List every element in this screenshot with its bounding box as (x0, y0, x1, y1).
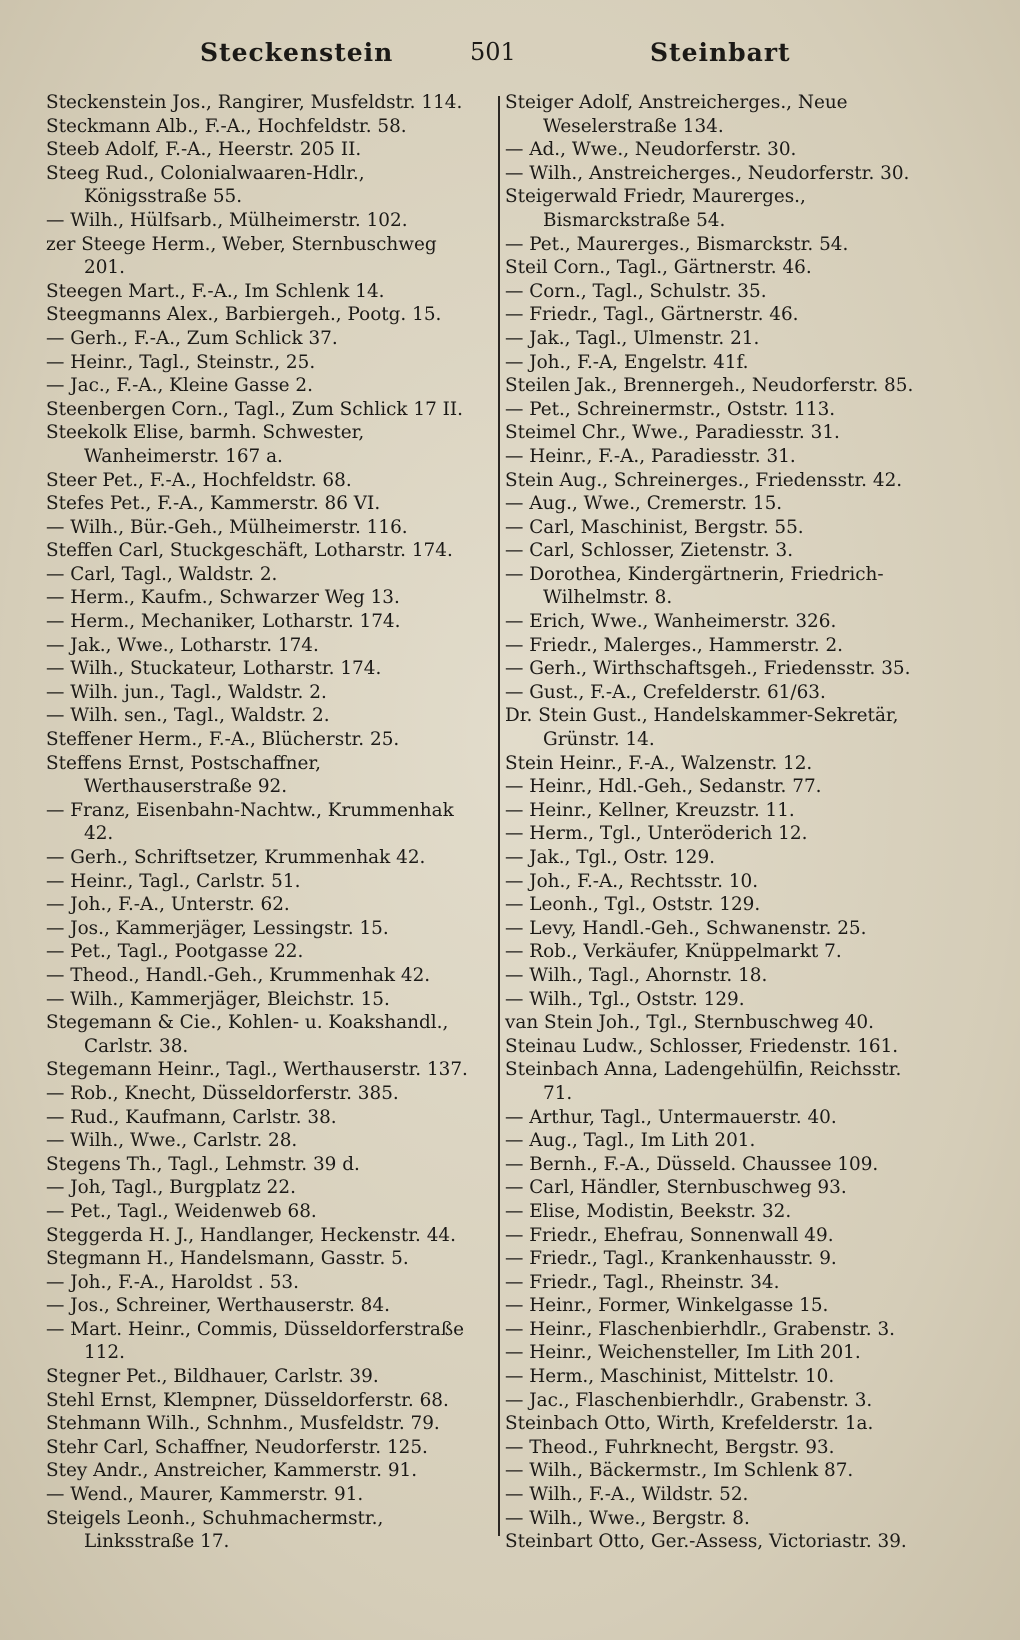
directory-entry: — Jak., Wwe., Lotharstr. 174. (46, 634, 319, 656)
directory-entry: Steer Pet., F.-A., Hochfeldstr. 68. (46, 469, 352, 491)
directory-entry: — Gerh., F.-A., Zum Schlick 37. (46, 327, 338, 349)
directory-entry: — Wilh. jun., Tagl., Waldstr. 2. (46, 681, 327, 703)
directory-entry: — Wilh. sen., Tagl., Waldstr. 2. (46, 705, 330, 727)
directory-entry: Steilen Jak., Brennergeh., Neudorferstr. 85. (505, 375, 914, 397)
directory-entry: — Arthur, Tagl., Untermauerstr. 40. (505, 1106, 837, 1128)
directory-entry: — Heinr., Hdl.-Geh., Sedanstr. 77. (505, 776, 822, 798)
directory-entry: Steiger Adolf, Anstreicherges., Neue Weselerstraße 134. (505, 92, 848, 137)
directory-entry: Stegens Th., Tagl., Lehmstr. 39 d. (46, 1153, 360, 1175)
directory-entry: — Joh, Tagl., Burgplatz 22. (46, 1177, 296, 1199)
directory-entry: — Heinr., Kellner, Kreuzstr. 11. (505, 799, 795, 821)
directory-entry: — Erich, Wwe., Wanheimerstr. 326. (505, 611, 837, 633)
directory-entry: Steigels Leonh., Schuhmachermstr., Linksstraße 17. (46, 1507, 384, 1553)
directory-entry: — Theod., Fuhrknecht, Bergstr. 93. (505, 1436, 835, 1458)
directory-entry: — Theod., Handl.-Geh., Krummenhak 42. (46, 964, 431, 986)
directory-entry: — Friedr., Tagl., Rheinstr. 34. (505, 1271, 780, 1293)
directory-entry: — Carl, Schlosser, Zietenstr. 3. (505, 540, 794, 562)
directory-entry: — Mart. Heinr., Commis, Düsseldorferstraße 112. (46, 1318, 464, 1364)
directory-entry: — Bernh., F.-A., Düsseld. Chaussee 109. (505, 1153, 879, 1175)
directory-entry: — Wilh., Wwe., Carlstr. 28. (46, 1130, 298, 1152)
directory-entry: — Aug., Tagl., Im Lith 201. (505, 1130, 756, 1152)
directory-entry: Stehmann Wilh., Schnhm., Musfeldstr. 79. (46, 1413, 440, 1435)
directory-entry: — Pet., Tagl., Weidenweb 68. (46, 1200, 317, 1222)
directory-entry: Steffen Carl, Stuckgeschäft, Lotharstr. 174. (46, 540, 453, 562)
directory-entry: zer Steege Herm., Weber, Sternbuschweg 201. (46, 233, 437, 279)
column-divider (498, 96, 500, 1536)
directory-entry: Steil Corn., Tagl., Gärtnerstr. 46. (505, 257, 812, 279)
directory-entry: — Dorothea, Kindergärtnerin, Friedrich-Wilhelmstr. 8. (505, 563, 884, 609)
directory-entry: — Wilh., F.-A., Wildstr. 52. (505, 1484, 749, 1506)
directory-entry: Steegmanns Alex., Barbiergeh., Pootg. 15. (46, 304, 442, 326)
directory-entry: — Wilh., Bür.-Geh., Mülheimerstr. 116. (46, 516, 408, 538)
directory-entry: — Herm., Kaufm., Schwarzer Weg 13. (46, 587, 400, 609)
directory-entry: — Corn., Tagl., Schulstr. 35. (505, 280, 767, 302)
directory-entry: — Heinr., Flaschenbierhdlr., Grabenstr. 3. (505, 1318, 896, 1340)
directory-entry: Steffens Ernst, Postschaffner, Werthauserstraße 92. (46, 752, 322, 798)
directory-entry: — Wilh., Tgl., Oststr. 129. (505, 988, 745, 1010)
directory-entry: — Friedr., Ehefrau, Sonnenwall 49. (505, 1224, 834, 1246)
directory-entry: — Wilh., Bäckermstr., Im Schlenk 87. (505, 1460, 854, 1482)
page-number: 501 (470, 38, 516, 66)
directory-entry: — Herm., Tgl., Unteröderich 12. (505, 823, 808, 845)
directory-entry: Stehr Carl, Schaffner, Neudorferstr. 125. (46, 1436, 428, 1458)
directory-entry: — Jac., Flaschenbierhdlr., Grabenstr. 3. (505, 1389, 873, 1411)
directory-entry: Steckenstein Jos., Rangirer, Musfeldstr. 114. (46, 92, 463, 113)
directory-entry: — Gerh., Schriftsetzer, Krummenhak 42. (46, 847, 426, 868)
directory-entry: — Friedr., Malerges., Hammerstr. 2. (505, 634, 844, 656)
directory-entry: — Pet., Maurerges., Bismarckstr. 54. (505, 233, 849, 255)
directory-entry: Steimel Chr., Wwe., Paradiesstr. 31. (505, 422, 840, 444)
directory-entry: — Rud., Kaufmann, Carlstr. 38. (46, 1106, 337, 1128)
directory-entry: — Rob., Verkäufer, Knüppelmarkt 7. (505, 941, 842, 963)
directory-entry: Steinbach Anna, Ladengehülfin, Reichsstr. 71. (505, 1059, 902, 1104)
directory-entry: — Levy, Handl.-Geh., Schwanenstr. 25. (505, 917, 867, 939)
directory-entry: Stegemann Heinr., Tagl., Werthauserstr. 137. (46, 1059, 468, 1081)
directory-entry: Stegemann & Cie., Kohlen- u. Koakshandl., Carlstr. 38. (46, 1012, 449, 1057)
directory-entry: Steffener Herm., F.-A., Blücherstr. 25. (46, 729, 400, 751)
directory-entry: — Ad., Wwe., Neudorferstr. 30. (505, 139, 797, 161)
directory-entry: — Jac., F.-A., Kleine Gasse 2. (46, 375, 313, 397)
directory-entry: — Herm., Maschinist, Mittelstr. 10. (505, 1366, 835, 1388)
directory-entry: — Leonh., Tgl., Oststr. 129. (505, 894, 761, 916)
header-right-keyword: Steinbart (650, 38, 791, 67)
directory-entry: — Elise, Modistin, Beekstr. 32. (505, 1200, 792, 1222)
header-left-keyword: Steckenstein (200, 38, 394, 67)
directory-entry: — Jos., Kammerjäger, Lessingstr. 15. (46, 917, 389, 939)
directory-entry: Steegen Mart., F.-A., Im Schlenk 14. (46, 280, 385, 302)
directory-entry: — Gust., F.-A., Crefelderstr. 61/63. (505, 681, 826, 703)
directory-entry: — Wilh., Stuckateur, Lotharstr. 174. (46, 658, 382, 680)
directory-entry: Stein Aug., Schreinerges., Friedensstr. 42. (505, 469, 903, 491)
directory-entry: — Carl, Tagl., Waldstr. 2. (46, 563, 278, 585)
directory-entry: Steckmann Alb., F.-A., Hochfeldstr. 58. (46, 115, 407, 137)
directory-entry: Steeg Rud., Colonialwaaren-Hdlr., Königsstraße 55. (46, 162, 365, 208)
directory-entry: — Joh., F.-A, Engelstr. 41f. (505, 351, 749, 373)
directory-entry: — Wilh., Anstreicherges., Neudorferstr. 30. (505, 162, 910, 184)
directory-entry: Steenbergen Corn., Tagl., Zum Schlick 17 II. (46, 398, 464, 420)
directory-entry: — Heinr., Former, Winkelgasse 15. (505, 1295, 829, 1317)
directory-entry: Stegner Pet., Bildhauer, Carlstr. 39. (46, 1366, 379, 1388)
directory-entry: — Heinr., Tagl., Carlstr. 51. (46, 870, 301, 892)
directory-entry: van Stein Joh., Tgl., Sternbuschweg 40. (505, 1012, 874, 1034)
directory-entry: — Wilh., Wwe., Bergstr. 8. (505, 1507, 750, 1529)
directory-entry: — Pet., Tagl., Pootgasse 22. (46, 941, 304, 963)
right-column (505, 91, 935, 1554)
directory-entry: Stefes Pet., F.-A., Kammerstr. 86 VI. (46, 493, 381, 515)
directory-entry: — Jos., Schreiner, Werthauserstr. 84. (46, 1295, 390, 1317)
directory-entry: — Joh., F.-A., Rechtsstr. 10. (505, 870, 759, 892)
directory-entry: — Friedr., Tagl., Krankenhausstr. 9. (505, 1248, 837, 1270)
directory-entry: — Heinr., Tagl., Steinstr., 25. (46, 351, 316, 373)
directory-entry: — Rob., Knecht, Düsseldorferstr. 385. (46, 1082, 399, 1104)
directory-entry: — Wilh., Kammerjäger, Bleichstr. 15. (46, 988, 390, 1010)
directory-entry: — Carl, Maschinist, Bergstr. 55. (505, 516, 804, 538)
directory-entry: Steinau Ludw., Schlosser, Friedenstr. 161. (505, 1035, 899, 1057)
directory-entry: Steigerwald Friedr, Maurerges., Bismarckstraße 54. (505, 186, 806, 231)
directory-entry: — Wend., Maurer, Kammerstr. 91. (46, 1484, 364, 1506)
directory-entry: — Franz, Eisenbahn-Nachtw., Krummenhak 42. (46, 799, 454, 845)
directory-entry: Stegmann H., Handelsmann, Gasstr. 5. (46, 1248, 409, 1270)
directory-entry: Stehl Ernst, Klempner, Düsseldorferstr. 68. (46, 1389, 449, 1411)
directory-entry: Steeb Adolf, F.-A., Heerstr. 205 II. (46, 139, 362, 161)
directory-entry: Steekolk Elise, barmh. Schwester, Wanheimerstr. 167 a. (46, 422, 365, 467)
directory-entry: — Wilh., Hülfsarb., Mülheimerstr. 102. (46, 209, 408, 231)
directory-entry: — Wilh., Tagl., Ahornstr. 18. (505, 964, 768, 986)
directory-entry: Stein Heinr., F.-A., Walzenstr. 12. (505, 752, 813, 774)
directory-entry: — Joh., F.-A., Haroldst . 53. (46, 1271, 299, 1293)
directory-entry: — Jak., Tagl., Ulmenstr. 21. (505, 327, 760, 349)
left-column (46, 91, 478, 1554)
directory-entry: — Herm., Mechaniker, Lotharstr. 174. (46, 611, 401, 633)
directory-entry: Steggerda H. J., Handlanger, Heckenstr. 44. (46, 1224, 456, 1246)
directory-entry: — Jak., Tgl., Ostr. 129. (505, 847, 716, 868)
directory-entry: — Aug., Wwe., Cremerstr. 15. (505, 493, 783, 515)
directory-entry: — Heinr., F.-A., Paradiesstr. 31. (505, 445, 796, 467)
directory-entry: Steinbart Otto, Ger.-Assess, Victoriastr. 39. (505, 1531, 907, 1553)
directory-entry: Steinbach Otto, Wirth, Krefelderstr. 1a. (505, 1413, 874, 1435)
directory-entry: — Pet., Schreinermstr., Oststr. 113. (505, 398, 836, 420)
directory-entry: Dr. Stein Gust., Handelskammer-Sekretär, Grünstr. 14. (505, 705, 899, 751)
directory-entry: — Carl, Händler, Sternbuschweg 93. (505, 1177, 847, 1199)
directory-entry: — Joh., F.-A., Unterstr. 62. (46, 894, 290, 916)
directory-entry: — Heinr., Weichensteller, Im Lith 201. (505, 1342, 861, 1364)
directory-entry: — Gerh., Wirthschaftsgeh., Friedensstr. 35. (505, 658, 911, 680)
directory-entry: Stey Andr., Anstreicher, Kammerstr. 91. (46, 1460, 418, 1482)
directory-entry: — Friedr., Tagl., Gärtnerstr. 46. (505, 304, 799, 326)
page-header (0, 38, 1020, 78)
